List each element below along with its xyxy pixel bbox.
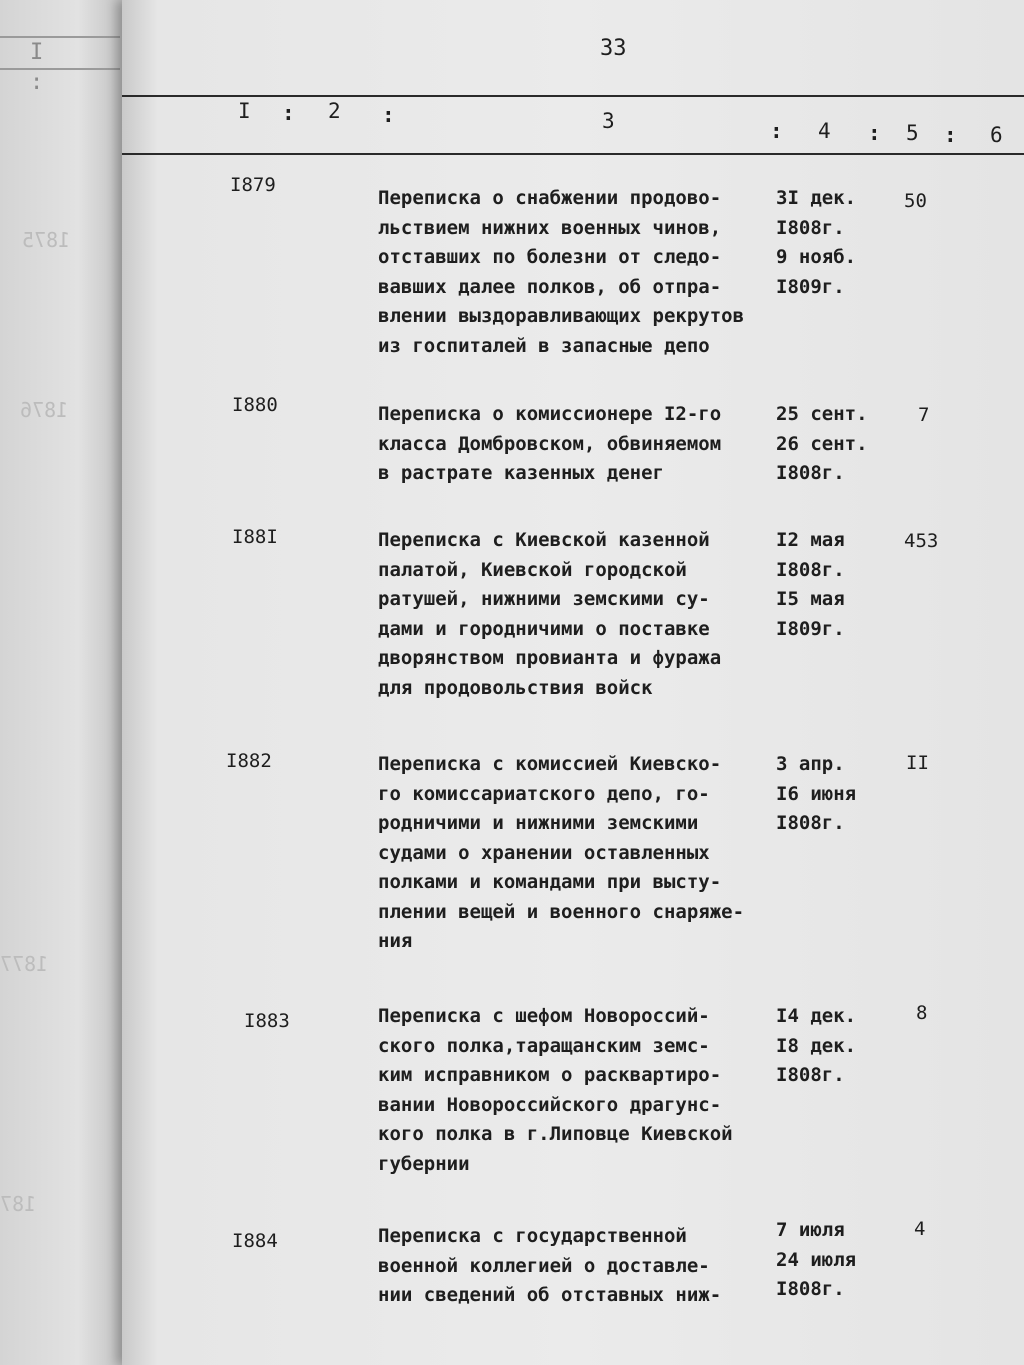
title-line: Переписка о снабжении продово- bbox=[378, 187, 722, 209]
ghost-number: 1875 bbox=[22, 228, 71, 252]
title-line: вании Новороссийского драгунс- bbox=[378, 1093, 722, 1116]
header-col-3: 3 bbox=[602, 109, 615, 133]
left-page-header: I : bbox=[0, 36, 120, 70]
record-title bbox=[378, 1002, 778, 1179]
record-title bbox=[378, 184, 778, 361]
title-line: ким исправником о расквартиро- bbox=[378, 1064, 722, 1086]
header-separator: : bbox=[944, 123, 957, 147]
title-line: отставших по болезни от следо- bbox=[378, 246, 722, 268]
document-page bbox=[122, 0, 1024, 1365]
record-number: I883 bbox=[244, 1010, 290, 1032]
header-col-6: 6 bbox=[990, 123, 1003, 147]
date-line: 24 июля bbox=[776, 1248, 857, 1271]
date-line: 26 сент. bbox=[776, 432, 868, 455]
title-line: дворянством провианта и фуража bbox=[378, 647, 722, 669]
title-line: льствием нижних военных чинов, bbox=[378, 216, 722, 239]
title-line: влении выздоравливающих рекрутов bbox=[378, 305, 745, 327]
record-sheets: 8 bbox=[916, 1002, 928, 1024]
record-sheets: 7 bbox=[918, 404, 930, 426]
ghost-number: 1876 bbox=[20, 398, 69, 422]
title-line: в растрате казенных денег bbox=[378, 462, 664, 484]
date-line: 7 июля bbox=[776, 1219, 845, 1241]
record-number: I880 bbox=[232, 394, 278, 416]
record-title bbox=[378, 1222, 778, 1311]
record-number: I884 bbox=[232, 1230, 278, 1252]
date-line: I808г. bbox=[776, 1064, 845, 1086]
date-line: I808г. bbox=[776, 216, 845, 239]
title-line: Переписка с государственной bbox=[378, 1225, 687, 1247]
title-line: палатой, Киевской городской bbox=[378, 558, 687, 581]
title-line: полками и командами при высту- bbox=[378, 871, 722, 893]
date-line: I808г. bbox=[776, 812, 845, 834]
record-title bbox=[378, 400, 778, 489]
title-line: судами о хранении оставленных bbox=[378, 841, 710, 864]
record-title bbox=[378, 750, 778, 957]
page-number: 33 bbox=[600, 36, 627, 61]
header-separator: : bbox=[282, 101, 295, 125]
date-line: I808г. bbox=[776, 1278, 845, 1300]
record-dates bbox=[776, 750, 886, 839]
date-line: 25 сент. bbox=[776, 403, 868, 425]
date-line: I2 мая bbox=[776, 529, 845, 551]
header-col-1: I bbox=[238, 99, 251, 123]
date-line: I4 дек. bbox=[776, 1005, 857, 1027]
record-dates bbox=[776, 1216, 886, 1305]
record-dates bbox=[776, 1002, 886, 1091]
title-line: родничими и нижними земскими bbox=[378, 812, 699, 834]
date-line: 9 нояб. bbox=[776, 246, 857, 268]
title-line: для продовольствия войск bbox=[378, 676, 653, 699]
record-number: I88I bbox=[232, 526, 278, 548]
date-line: I809г. bbox=[776, 617, 845, 640]
table-header bbox=[122, 95, 1024, 155]
title-line: кого полка в г.Липовце Киевской bbox=[378, 1123, 733, 1145]
record-number: I879 bbox=[230, 174, 276, 196]
record-dates bbox=[776, 400, 886, 489]
record-sheets: 50 bbox=[904, 190, 927, 212]
title-line: из госпиталей в запасные депо bbox=[378, 334, 710, 357]
header-separator: : bbox=[382, 103, 395, 127]
title-line: нии сведений об отставных ниж- bbox=[378, 1284, 722, 1306]
title-line: ского полка,таращанским земс- bbox=[378, 1034, 710, 1057]
record-title bbox=[378, 526, 778, 703]
title-line: плении вещей и военного снаряже- bbox=[378, 900, 745, 923]
record-dates bbox=[776, 184, 886, 302]
record-sheets: II bbox=[906, 752, 929, 774]
record-number: I882 bbox=[226, 750, 272, 772]
date-line: I809г. bbox=[776, 275, 845, 298]
title-line: Переписка с шефом Новороссий- bbox=[378, 1005, 710, 1027]
date-line: I5 мая bbox=[776, 588, 845, 610]
date-line: I6 июня bbox=[776, 782, 857, 805]
title-line: Переписка о комиссионере I2-го bbox=[378, 403, 722, 425]
left-page-edge bbox=[0, 0, 130, 1365]
header-separator: : bbox=[770, 119, 783, 143]
header-col-5: 5 bbox=[906, 121, 919, 145]
title-line: дами и городничими о поставке bbox=[378, 617, 710, 640]
ghost-number: 187 bbox=[0, 1192, 37, 1216]
header-col-2: 2 bbox=[328, 99, 341, 123]
date-line: 3I дек. bbox=[776, 187, 857, 209]
header-separator: : bbox=[868, 121, 881, 145]
title-line: ния bbox=[378, 930, 413, 952]
ghost-number: 1877 bbox=[0, 952, 49, 976]
record-sheets: 4 bbox=[914, 1218, 926, 1240]
title-line: военной коллегией о доставле- bbox=[378, 1254, 710, 1277]
date-line: 3 апр. bbox=[776, 753, 845, 775]
date-line: I808г. bbox=[776, 462, 845, 484]
title-line: класса Домбровском, обвиняемом bbox=[378, 432, 722, 455]
date-line: I808г. bbox=[776, 558, 845, 581]
title-line: ратушей, нижними земскими су- bbox=[378, 588, 710, 610]
date-line: I8 дек. bbox=[776, 1034, 857, 1057]
record-sheets: 453 bbox=[904, 530, 939, 552]
title-line: Переписка с комиссией Киевско- bbox=[378, 753, 722, 775]
title-line: вавших далее полков, об отпра- bbox=[378, 275, 722, 298]
title-line: губернии bbox=[378, 1152, 470, 1175]
title-line: Переписка с Киевской казенной bbox=[378, 529, 710, 551]
header-col-4: 4 bbox=[818, 119, 831, 143]
record-dates bbox=[776, 526, 886, 644]
title-line: го комиссариатского депо, го- bbox=[378, 782, 710, 805]
